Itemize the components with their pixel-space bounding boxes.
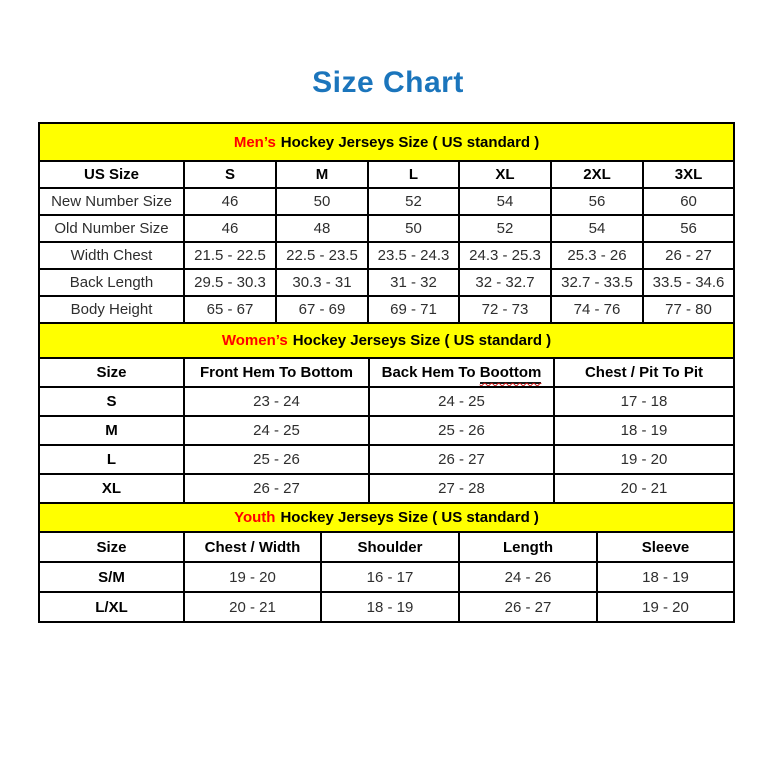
size-value: 24 - 25 <box>184 416 369 445</box>
row-label: L/XL <box>39 592 184 622</box>
size-chart-page <box>0 66 776 623</box>
size-value: 25.3 - 26 <box>551 242 643 269</box>
size-value: 18 - 19 <box>321 592 459 622</box>
size-value: 77 - 80 <box>643 296 734 323</box>
header-cell: 3XL <box>643 161 734 188</box>
mens-banner-text: Hockey Jerseys Size ( US standard ) <box>280 133 540 151</box>
womens-banner <box>39 323 734 358</box>
mens-header-row <box>39 161 734 188</box>
womens-banner-row <box>39 323 734 358</box>
womens-header-row <box>39 358 734 387</box>
size-value: 31 - 32 <box>368 269 459 296</box>
size-value: 18 - 19 <box>597 562 734 592</box>
size-value: 25 - 26 <box>184 445 369 474</box>
size-value: 67 - 69 <box>276 296 368 323</box>
row-label: S <box>39 387 184 416</box>
row-label: Body Height <box>39 296 184 323</box>
header-cell: Length <box>459 532 597 562</box>
size-value: 20 - 21 <box>184 592 321 622</box>
header-cell: Sleeve <box>597 532 734 562</box>
size-value: 26 - 27 <box>459 592 597 622</box>
size-value: 23.5 - 24.3 <box>368 242 459 269</box>
misspelled-word: Boottom <box>480 364 542 384</box>
mens-banner-row <box>39 123 734 161</box>
header-cell: US Size <box>39 161 184 188</box>
header-cell: 2XL <box>551 161 643 188</box>
size-value: 27 - 28 <box>369 474 554 503</box>
size-value: 56 <box>551 188 643 215</box>
size-value: 26 - 27 <box>369 445 554 474</box>
row-label: L <box>39 445 184 474</box>
table-row <box>39 474 734 503</box>
table-row <box>39 269 734 296</box>
header-cell: Front Hem To Bottom <box>184 358 369 387</box>
table-row <box>39 215 734 242</box>
header-cell: Shoulder <box>321 532 459 562</box>
table-row <box>39 387 734 416</box>
header-cell: Chest / Width <box>184 532 321 562</box>
size-value: 60 <box>643 188 734 215</box>
page-title: Size Chart <box>312 66 464 99</box>
mens-size-table <box>38 122 735 324</box>
header-cell: Size <box>39 358 184 387</box>
header-cell: S <box>184 161 276 188</box>
size-value: 24.3 - 25.3 <box>459 242 551 269</box>
header-cell: Chest / Pit To Pit <box>554 358 734 387</box>
table-row <box>39 416 734 445</box>
size-value: 25 - 26 <box>369 416 554 445</box>
size-value: 24 - 26 <box>459 562 597 592</box>
size-value: 24 - 25 <box>369 387 554 416</box>
size-value: 17 - 18 <box>554 387 734 416</box>
size-value: 21.5 - 22.5 <box>184 242 276 269</box>
table-row <box>39 562 734 592</box>
table-row <box>39 188 734 215</box>
youth-banner <box>39 503 734 532</box>
size-value: 18 - 19 <box>554 416 734 445</box>
size-value: 29.5 - 30.3 <box>184 269 276 296</box>
row-label: M <box>39 416 184 445</box>
size-value: 16 - 17 <box>321 562 459 592</box>
youth-header-row <box>39 532 734 562</box>
header-cell: M <box>276 161 368 188</box>
row-label: XL <box>39 474 184 503</box>
mens-banner-highlight: Men’s <box>233 133 276 151</box>
size-value: 52 <box>459 215 551 242</box>
size-value: 33.5 - 34.6 <box>643 269 734 296</box>
size-value: 74 - 76 <box>551 296 643 323</box>
size-value: 54 <box>459 188 551 215</box>
header-text: Back Hem To <box>381 364 476 381</box>
size-value: 30.3 - 31 <box>276 269 368 296</box>
size-tables <box>38 122 733 623</box>
row-label: New Number Size <box>39 188 184 215</box>
size-value: 52 <box>368 188 459 215</box>
header-cell-misspelled <box>369 358 554 387</box>
womens-banner-highlight: Women’s <box>221 332 288 349</box>
size-value: 46 <box>184 215 276 242</box>
header-cell: XL <box>459 161 551 188</box>
size-value: 50 <box>276 188 368 215</box>
youth-size-table <box>38 502 735 623</box>
row-label: S/M <box>39 562 184 592</box>
size-value: 56 <box>643 215 734 242</box>
header-cell: Size <box>39 532 184 562</box>
mens-banner <box>39 123 734 161</box>
size-value: 50 <box>368 215 459 242</box>
size-value: 54 <box>551 215 643 242</box>
header-cell: L <box>368 161 459 188</box>
row-label: Back Length <box>39 269 184 296</box>
size-value: 48 <box>276 215 368 242</box>
size-value: 32.7 - 33.5 <box>551 269 643 296</box>
womens-size-table <box>38 322 735 504</box>
size-value: 69 - 71 <box>368 296 459 323</box>
youth-banner-highlight: Youth <box>234 509 276 526</box>
size-value: 23 - 24 <box>184 387 369 416</box>
youth-banner-text: Hockey Jerseys Size ( US standard ) <box>280 509 539 526</box>
size-value: 65 - 67 <box>184 296 276 323</box>
table-row <box>39 445 734 474</box>
table-row <box>39 242 734 269</box>
row-label: Old Number Size <box>39 215 184 242</box>
table-row <box>39 592 734 622</box>
size-value: 22.5 - 23.5 <box>276 242 368 269</box>
size-value: 19 - 20 <box>597 592 734 622</box>
table-row <box>39 296 734 323</box>
size-value: 19 - 20 <box>184 562 321 592</box>
size-value: 20 - 21 <box>554 474 734 503</box>
youth-banner-row <box>39 503 734 532</box>
size-value: 32 - 32.7 <box>459 269 551 296</box>
size-value: 72 - 73 <box>459 296 551 323</box>
size-value: 26 - 27 <box>643 242 734 269</box>
size-value: 46 <box>184 188 276 215</box>
size-value: 19 - 20 <box>554 445 734 474</box>
size-value: 26 - 27 <box>184 474 369 503</box>
row-label: Width Chest <box>39 242 184 269</box>
womens-banner-text: Hockey Jerseys Size ( US standard ) <box>292 332 552 349</box>
